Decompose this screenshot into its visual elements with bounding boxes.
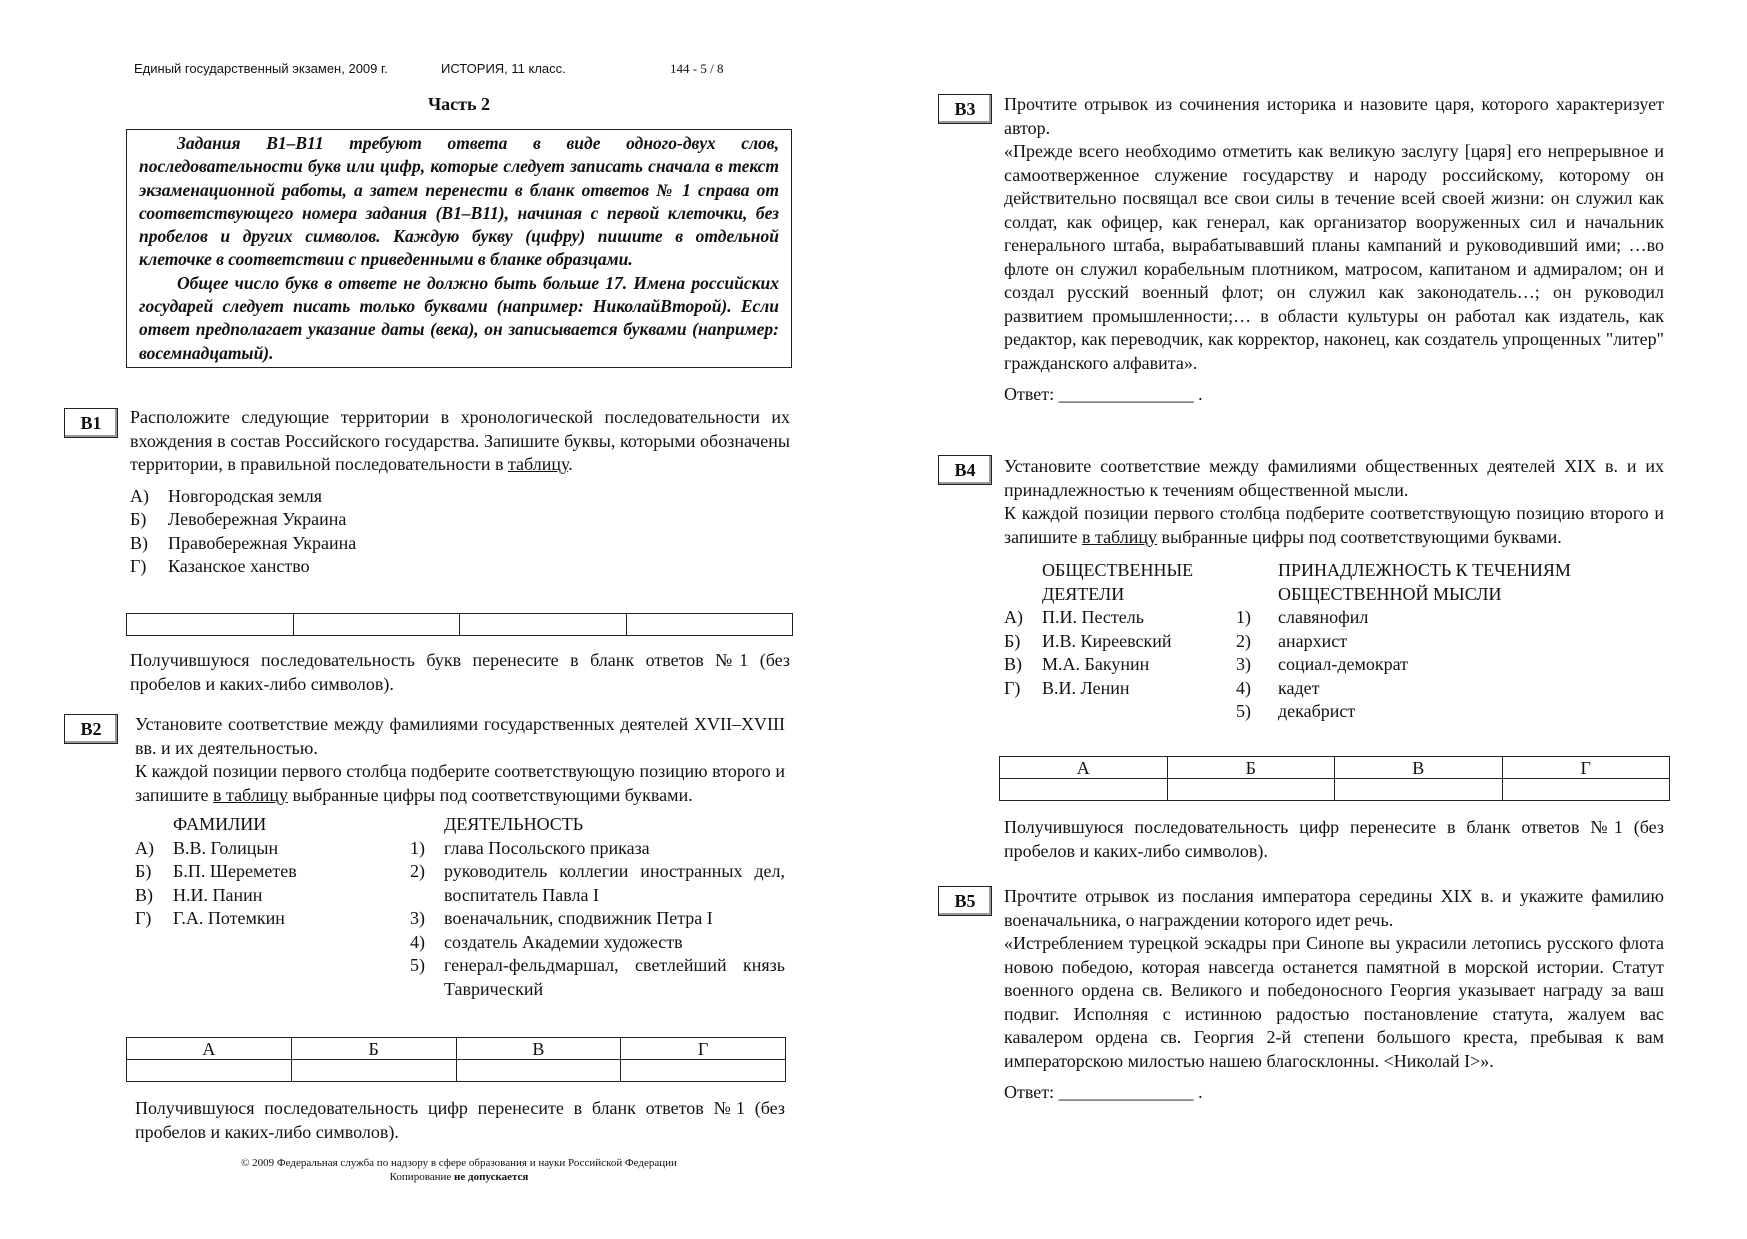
answer-cell[interactable] [460, 614, 627, 636]
task-text: Прочтите отрывок из сочинения историка и назовите царя, которого характеризует автор. [1004, 94, 1664, 138]
column-label: Б [1167, 757, 1335, 779]
option [1004, 653, 1236, 677]
answer-cell[interactable] [621, 1060, 786, 1082]
option-text: В.И. Ленин [1042, 677, 1130, 698]
instruction-paragraph: Общее число букв в ответе не должно быть больше 17. Имена российских государей следует писать только буквами (например: НиколайВторой). Если ответ предполагает указание даты (века), он записывается буквами (например: восемнадцатый). [139, 272, 779, 363]
task-text: Расположите следующие территории в хронологической последовательности их вхождения в состав Российского государства. Запишите буквы, которыми обозначены территории, в правильной последовательности в [130, 407, 790, 474]
task-b4 [1004, 455, 1664, 724]
option-number: 4) [410, 931, 425, 952]
task-text: выбранные цифры под соответствующими буквами. [292, 784, 693, 805]
option [135, 907, 410, 931]
task-text: К каждой позиции первого столбца подберите соответствующую позицию второго и запишите [1004, 503, 1664, 547]
option [1236, 606, 1664, 630]
option [130, 508, 790, 532]
instruction-paragraph: Задания В1–В11 требуют ответа в виде одного-двух слов, последовательности букв или цифр, которые следует записать сначала в текст экзаменационной работы, а затем перенести в бланк ответов № 1 справа от соответствующего номера задания (В1–В11), начиная с первой клеточки, без пробелов и других символов. Каждую букву (цифру) пишите в отдельной клеточке в соответствии с приведенными в бланке образцами. [139, 133, 779, 270]
task-text: Установите соответствие между фамилиями государственных деятелей XVII–XVIII вв. и их деятельностью. [135, 714, 785, 758]
table-link: в таблицу [212, 784, 289, 805]
instructions-box [126, 129, 792, 368]
option-letter: Б) [130, 509, 147, 529]
header-exam: Единый государственный экзамен, 2009 г. [134, 61, 388, 76]
answer-line[interactable]: Ответ: _______________ . [1004, 384, 1203, 404]
task-number-b5: В5 [938, 886, 992, 916]
answer-cell[interactable] [1167, 779, 1335, 801]
task-text: выбранные цифры под соответствующими буквами. [1161, 526, 1562, 547]
option [135, 860, 410, 884]
option [130, 555, 790, 579]
task-text: К каждой позиции первого столбца подберите соответствующую позицию второго и запишите [135, 761, 785, 805]
option-letter: В) [1004, 654, 1022, 674]
option-letter: Г) [130, 556, 147, 576]
option-text: П.И. Пестель [1042, 607, 1144, 627]
answer-cell[interactable] [1335, 779, 1503, 801]
column-header: ОБЩЕСТВЕННЫЕ ДЕЯТЕЛИ [1042, 560, 1194, 604]
option-text: Новгородская земля [168, 485, 323, 506]
option-text: анархист [1278, 630, 1348, 651]
option-text: социал-демократ [1278, 654, 1409, 674]
column-label: Б [291, 1038, 456, 1060]
option-text: Правобережная Украина [168, 532, 357, 553]
column-label: В [1335, 757, 1503, 779]
answer-cell[interactable] [626, 614, 793, 636]
option-letter: А) [130, 485, 149, 506]
answer-cell[interactable] [456, 1060, 621, 1082]
option-text: славянофил [1278, 607, 1369, 627]
option-text: руководитель коллегии иностранных дел, воспитатель Павла I [444, 861, 785, 905]
option-text: И.В. Киреевский [1042, 630, 1172, 651]
option [1236, 677, 1664, 701]
option-text: декабрист [1278, 701, 1356, 721]
option-letter: А) [135, 837, 154, 858]
answer-table-b2 [126, 1037, 786, 1082]
option [1236, 630, 1664, 654]
column-label: Г [621, 1038, 786, 1060]
footer-copyright: © 2009 Федеральная служба по надзору в сфере образования и науки Российской Федерации [241, 1157, 677, 1169]
option-number: 5) [1236, 701, 1251, 721]
option [410, 837, 785, 861]
option [410, 860, 785, 907]
answer-cell[interactable] [291, 1060, 456, 1082]
option-text: военачальник, сподвижник Петра I [444, 908, 713, 928]
footer [126, 1156, 792, 1184]
column-header: ФАМИЛИИ [173, 814, 267, 834]
answer-cell[interactable] [127, 1060, 292, 1082]
option [130, 485, 790, 509]
option-number: 4) [1236, 677, 1251, 698]
option-text: Казанское ханство [168, 556, 310, 576]
option [1004, 630, 1236, 654]
answer-cell[interactable] [127, 614, 294, 636]
option-letter: Б) [1004, 630, 1021, 651]
column-header: ПРИНАДЛЕЖНОСТЬ К ТЕЧЕНИЯМ ОБЩЕСТВЕННОЙ МЫСЛИ [1278, 560, 1571, 604]
task-text: Установите соответствие между фамилиями общественных деятелей XIX в. и их принадлежностью к течениям общественной мысли. [1004, 456, 1664, 500]
option [410, 931, 785, 955]
option-letter: А) [1004, 607, 1023, 627]
column-label: В [456, 1038, 621, 1060]
option-letter: Б) [135, 861, 152, 881]
task-number-b2: В2 [64, 714, 118, 744]
option [135, 884, 410, 908]
task-text: Прочтите отрывок из послания императора середины XIX в. и укажите фамилию военачальника, о награждении которого идет речь. [1004, 886, 1664, 930]
task-b5 [1004, 885, 1664, 1105]
option [1236, 653, 1664, 677]
option-number: 1) [410, 837, 425, 858]
option-text: кадет [1278, 677, 1320, 698]
option-letter: Г) [1004, 677, 1021, 698]
punct: . [568, 454, 573, 474]
answer-table-b1 [126, 613, 793, 636]
b2-after: Получившуюся последовательность цифр перенесите в бланк ответов №1 (без пробелов и каких-либо символов). [135, 1098, 785, 1142]
table-link: в таблицу [1081, 526, 1158, 547]
table-link: таблицу [507, 454, 569, 474]
task-number-b4: В4 [938, 455, 992, 485]
quote: «Прежде всего необходимо отметить как великую заслугу [царя] его непрерывное и самоотверженное служение государству и народу российскому, которому он действительно посвящал все свои силы в течение всей своей жизни: он служил как солдат, как офицер, как генерал, как организатор вооруженных сил и начальник генерального штаба, вырабатывавший планы кампаний и руководивший ими; …во флоте он служил корабельным плотником, матросом, капитаном и адмиралом; он и создал русский военный флот; он служил как законодатель…; он руководил развитием промышленности;… в области культуры он работал как издатель, как редактор, как переводчик, как корректор, наконец, как создатель упрощенных "литер" гражданского алфавита». [1004, 141, 1664, 373]
option [1236, 700, 1664, 724]
option-letter: Г) [135, 908, 152, 928]
option-number: 2) [410, 861, 425, 881]
column-header: ДЕЯТЕЛЬНОСТЬ [444, 814, 584, 834]
header-page: 144 - 5 / 8 [670, 61, 724, 76]
option-text: Б.П. Шереметев [173, 861, 297, 881]
task-b1 [130, 406, 790, 579]
option [410, 954, 785, 1001]
answer-table-b4 [999, 756, 1670, 801]
footer-copy: Копирование [389, 1171, 455, 1183]
column-label: А [127, 1038, 292, 1060]
quote: «Истреблением турецкой эскадры при Синопе вы украсили летопись русского флота новою победою, которая навсегда останется памятной в морской истории. Статут военного ордена св. Великого и победоносного Георгия указывает награду за ваш подвиг. Исполняя с истинною радостью постановление статута, жалуем вас кавалером ордена св. Георгия 2-й степени большого креста, пребывая к вам императорскою милостью нашею благосклонны. <Николай I>». [1004, 933, 1664, 1071]
option [1004, 606, 1236, 630]
option-number: 3) [1236, 654, 1251, 674]
answer-cell[interactable] [1000, 779, 1168, 801]
task-number-b1: В1 [64, 408, 118, 438]
task-b3 [1004, 93, 1664, 407]
b1-after: Получившуюся последовательность букв перенесите в бланк ответов №1 (без пробелов и каких-либо символов). [130, 650, 790, 694]
option-number: 2) [1236, 630, 1251, 651]
task-number-b3: В3 [938, 94, 992, 124]
answer-line[interactable]: Ответ: _______________ . [1004, 1082, 1203, 1102]
option-text: В.В. Голицын [173, 837, 279, 858]
option-text: глава Посольского приказа [444, 837, 650, 858]
header-subject: ИСТОРИЯ, 11 класс. [441, 61, 566, 76]
option [1004, 677, 1236, 701]
option-text: Н.И. Панин [173, 884, 263, 905]
option-text: Левобережная Украина [168, 509, 347, 529]
option-letter: В) [130, 532, 148, 553]
option-number: 1) [1236, 607, 1251, 627]
footer-copy-bold: не допускается [454, 1171, 529, 1183]
b4-after: Получившуюся последовательность цифр перенесите в бланк ответов №1 (без пробелов и каких-либо символов). [1004, 817, 1664, 861]
option-text: М.А. Бакунин [1042, 654, 1150, 674]
answer-cell[interactable] [293, 614, 460, 636]
option [130, 532, 790, 556]
option [410, 907, 785, 931]
part-title: Часть 2 [427, 94, 491, 114]
option-text: создатель Академии художеств [444, 931, 683, 952]
answer-cell[interactable] [1502, 779, 1670, 801]
option-letter: В) [135, 884, 153, 905]
option-number: 5) [410, 955, 425, 975]
option-number: 3) [410, 908, 425, 928]
column-label: А [1000, 757, 1168, 779]
task-b2 [135, 713, 785, 1001]
option-text: Г.А. Потемкин [173, 908, 285, 928]
option [135, 837, 410, 861]
column-label: Г [1502, 757, 1670, 779]
option-text: генерал-фельдмаршал, светлейший князь Таврический [444, 955, 785, 999]
